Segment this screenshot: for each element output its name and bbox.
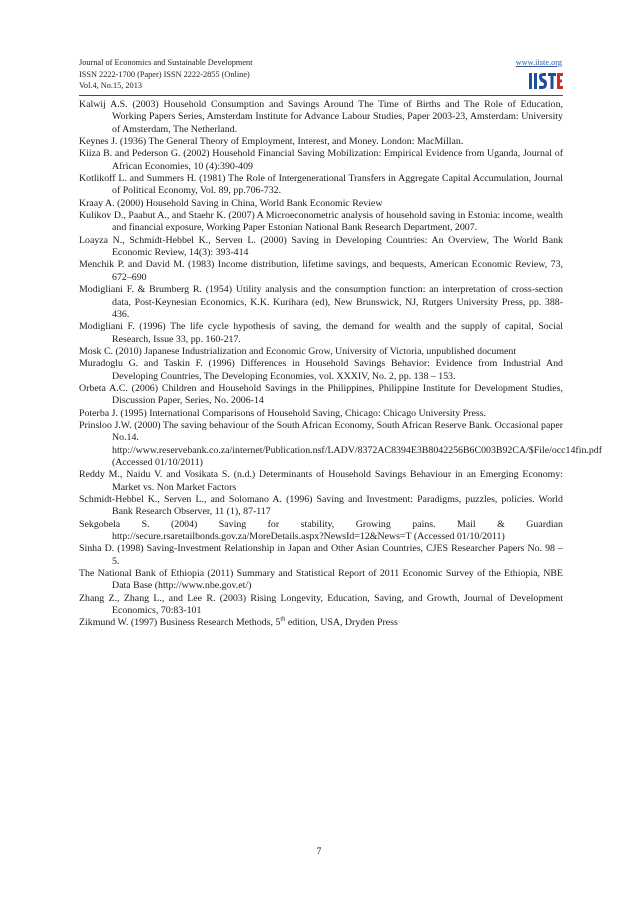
reference-entry: Kotlikoff L. and Summers H. (1981) The Role of Intergenerational Transfers in Aggregate Capital Accumulation, Journal of Political Economy, Vol. 89, pp.706-732.: [79, 173, 563, 197]
reference-entry: Kulikov D., Paabut A., and Staehr K. (2007) A Microeconometric analysis of household saving in Estonia: income, wealth and financial exposure, Working Paper Estonian National Bank Research Department, 2007.: [79, 210, 563, 234]
reference-entry: Sekgobela S. (2004) Saving for stability, Growing pains. Mail & Guardian http://secure.rsaretailbonds.gov.za/MoreDetails.aspx?NewsId=12&News=T (Accessed 01/10/2011): [79, 518, 563, 543]
reference-entry: Menchik P. and David M. (1983) Income distribution, lifetime savings, and bequests, American Economic Review, 73, 672–690: [79, 259, 563, 283]
reference-entry: Loayza N., Schmidt-Hebbel K., Serven L. (2000) Saving in Developing Countries: An Overview, The World Bank Economic Review, 14(3): 393-414: [79, 234, 563, 259]
journal-url-link[interactable]: www.iiste.org: [515, 58, 562, 67]
page-number: 7: [316, 846, 322, 857]
ordinal-superscript: th: [280, 616, 286, 624]
reference-entry: Kiiza B. and Pederson G. (2002) Household Financial Saving Mobilization: Empirical Evidence from Uganda, Journal of African Economies, 10 (4):390-409: [79, 148, 563, 172]
reference-text: edition, USA, Dryden Press: [285, 617, 398, 629]
reference-entry: The National Bank of Ethiopia (2011) Summary and Statistical Report of 2011 Economic Survey of the Ethiopia, NBE Data Base (http://www.nbe.gov.et/): [79, 568, 563, 592]
reference-entry: Sinha D. (1998) Saving-Investment Relationship in Japan and Other Asian Countries, CJES Researcher Papers No. 98 – 5.: [79, 543, 563, 567]
reference-entry: Modigliani F. & Brumberg R. (1954) Utility analysis and the consumption function: an interpretation of cross-section data, Post-Keynesian Economics, K.K. Kurihara (ed), New Brunswick, NJ, Rutgers University Press, pp. 388-436.: [79, 284, 563, 320]
reference-entry: Keynes J. (1936) The General Theory of Employment, Interest, and Money. London: MacMillan.: [79, 136, 464, 148]
journal-name: Journal of Economics and Sustainable Development: [79, 58, 253, 67]
issn-line: ISSN 2222-1700 (Paper) ISSN 2222-2855 (Online): [79, 69, 250, 79]
reference-entry: Prinsloo J.W. (2000) The saving behaviour of the South African Economy, South African Reserve Bank. Occasional paper No.14. http://www.reservebank.co.za/internet/Publication.nsf/LADV/8372AC8394E3B8042256B6C003B92CA/$File/occ14fin.pdf (Accessed 01/10/2011): [79, 419, 603, 468]
reference-entry: Zhang Z., Zhang L., and Lee R. (2003) Rising Longevity, Education, Saving, and Growth, Journal of Development Economics, 70:83-101: [79, 592, 563, 617]
reference-entry: Orbeta A.C. (2006) Children and Household Savings in the Philippines, Philippine Institute for Development Studies, Discussion Paper, Series, No. 2006-14: [79, 382, 563, 407]
reference-entry: Mosk C. (2010) Japanese Industrialization and Economic Grow, University of Victoria, unpublished document: [79, 345, 517, 357]
iiste-logo: [527, 70, 564, 92]
volume-line: Vol.4, No.15, 2013: [79, 81, 142, 91]
reference-entry: Kraay A. (2000) Household Saving in China, World Bank Economic Review: [79, 197, 383, 209]
reference-list: [79, 99, 603, 630]
reference-entry: Modigliani F. (1996) The life cycle hypothesis of saving, the demand for wealth and the supply of capital, Social Research, Issue 33, pp. 160-217.: [79, 321, 563, 345]
reference-entry: Poterba J. (1995) International Comparisons of Household Saving, Chicago: Chicago University Press.: [79, 407, 487, 419]
reference-entry-last: [79, 617, 563, 629]
running-header: [79, 57, 562, 92]
reference-entry: Kalwij A.S. (2003) Household Consumption and Savings Around The Time of Births and The Role of Education, Working Papers Series, Amsterdam Institute for Advance Labour Studies, Paper 2003-23, Amsterdam: University of Amsterdam, The Netherland.: [79, 99, 563, 135]
reference-text: Zikmund W. (1997) Business Research Methods, 5: [79, 617, 281, 629]
reference-entry: Schmidt-Hebbel K., Serven L., and Solomano A. (1996) Saving and Investment: Paradigms, puzzles, policies. World Bank Research Observer, 11 (1), 87-117: [79, 494, 563, 518]
reference-entry: Muradoglu G. and Taskin F. (1996) Differences in Household Savings Behavior: Evidence from Industrial And Developing Countries, The Developing Economies, vol. XXXIV, No. 2, pp. 138 – 153.: [79, 358, 563, 382]
reference-entry: Reddy M., Naidu V. and Vosikata S. (n.d.) Determinants of Household Savings Behaviour in an Emerging Economy: Market vs. Non Market Factors: [79, 469, 563, 493]
header-divider: [79, 95, 563, 96]
